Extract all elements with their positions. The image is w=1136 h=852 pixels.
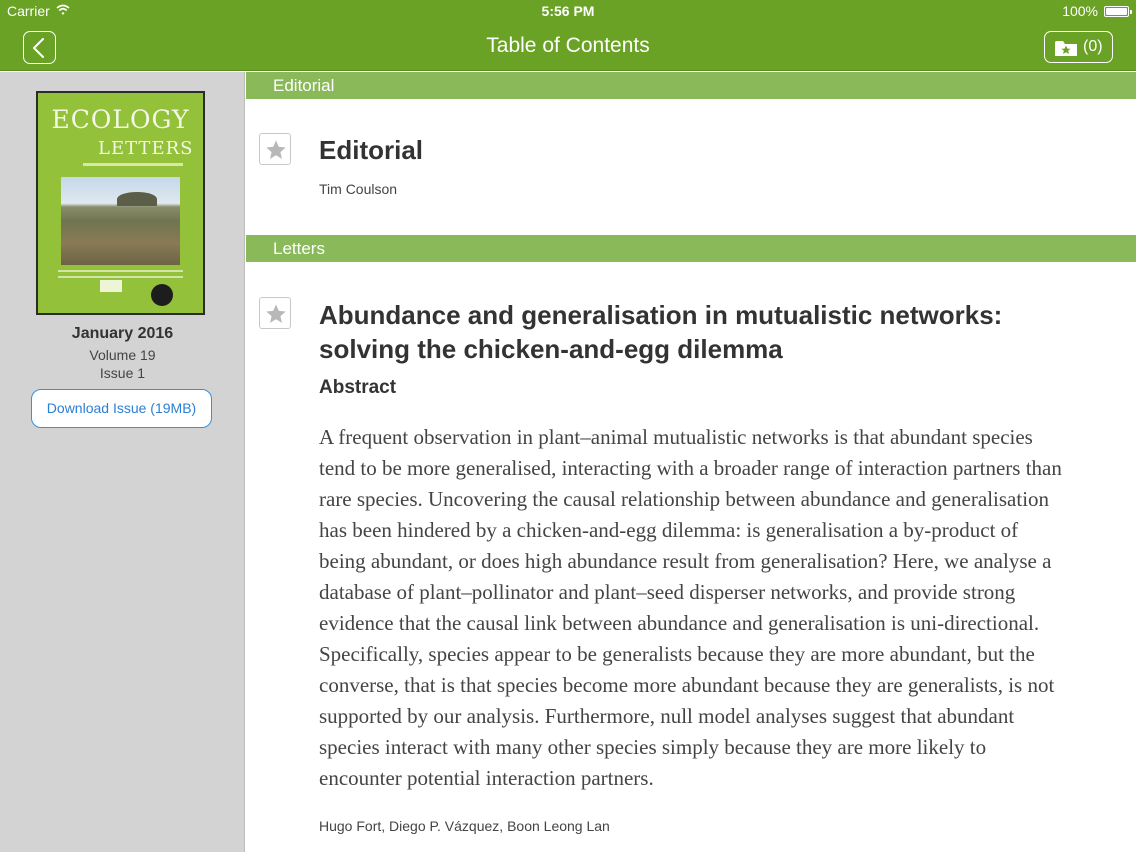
download-issue-button[interactable]: Download Issue (19MB): [31, 389, 212, 428]
abstract-heading: Abstract: [319, 377, 397, 398]
battery-icon: [1104, 6, 1129, 17]
society-logo: [151, 284, 173, 306]
carrier-label: Carrier: [7, 3, 50, 19]
nav-bar: [0, 22, 1136, 71]
abstract-line: tend to be more generalised, interacting with a broader range of interaction partners than: [319, 456, 1062, 480]
cover-text-lines: [58, 270, 183, 278]
abstract-text: [319, 422, 1119, 794]
star-icon: [265, 139, 287, 161]
cover-title: ECOLOGY: [51, 105, 190, 134]
abstract-line: database of plant–pollinator and plant–seed disperser networks, and provide strong: [319, 580, 1016, 604]
section-header-editorial: Editorial: [246, 72, 1136, 99]
page-title: Table of Contents: [486, 34, 650, 57]
issue-date: January 2016: [71, 325, 174, 342]
status-bar: [0, 0, 1136, 22]
star-icon: [265, 303, 287, 325]
bookmark-folder-icon: [1054, 39, 1078, 57]
favorite-button[interactable]: [259, 133, 291, 165]
abstract-line: Specifically, species appear to be generalists because they are more abundant, but the: [319, 642, 1035, 666]
abstract-line: converse, that is that species become more abundant because they are generalists, is not: [319, 673, 1055, 697]
article-title-line: solving the chicken-and-egg dilemma: [319, 334, 783, 364]
abstract-line: encounter potential interaction partners.: [319, 766, 654, 790]
issue-cover[interactable]: [36, 91, 205, 315]
cover-tagline: [83, 163, 183, 166]
abstract-line: evidence that the causal link between abundance and generalisation is uni-directional.: [319, 611, 1040, 635]
table-of-contents: [246, 72, 1136, 852]
article-authors: Tim Coulson: [319, 181, 398, 197]
cover-subtitle: LETTERS: [98, 138, 194, 159]
bookmarks-button[interactable]: [1044, 31, 1113, 63]
article-title[interactable]: [319, 298, 1002, 366]
article-title-line: Abundance and generalisation in mutualistic networks:: [319, 300, 1003, 330]
abstract-line: has been hindered by a chicken-and-egg dilemma: is generalisation a by-product of: [319, 518, 1019, 542]
favorite-button[interactable]: [259, 297, 291, 329]
abstract-line: A frequent observation in plant–animal mutualistic networks is that abundant species: [319, 425, 1033, 449]
abstract-line: rare species. Uncovering the causal relationship between abundance and generalisation: [319, 487, 1050, 511]
bookmarks-count: (0): [1083, 38, 1103, 55]
issue-sidebar: [0, 72, 245, 852]
abstract-line: being abundant, or does high abundance result from generalisation? Here, we analyse a: [319, 549, 1052, 573]
issue-volume: Volume 19: [89, 347, 156, 363]
battery-percent: 100%: [1062, 3, 1098, 19]
abstract-line: supported by our analysis. Furthermore, null model analyses suggest that abundant: [319, 704, 1015, 728]
abstract-line: species interact with many other species simply because they are more likely to: [319, 735, 987, 759]
section-header-letters: Letters: [246, 235, 1136, 262]
clock: 5:56 PM: [541, 3, 595, 19]
issue-number: Issue 1: [99, 365, 146, 381]
article-title[interactable]: Editorial: [319, 135, 424, 165]
article-authors: Hugo Fort, Diego P. Vázquez, Boon Leong Lan: [319, 818, 610, 834]
publisher-logo: [100, 280, 122, 292]
cover-photo: [61, 177, 180, 265]
